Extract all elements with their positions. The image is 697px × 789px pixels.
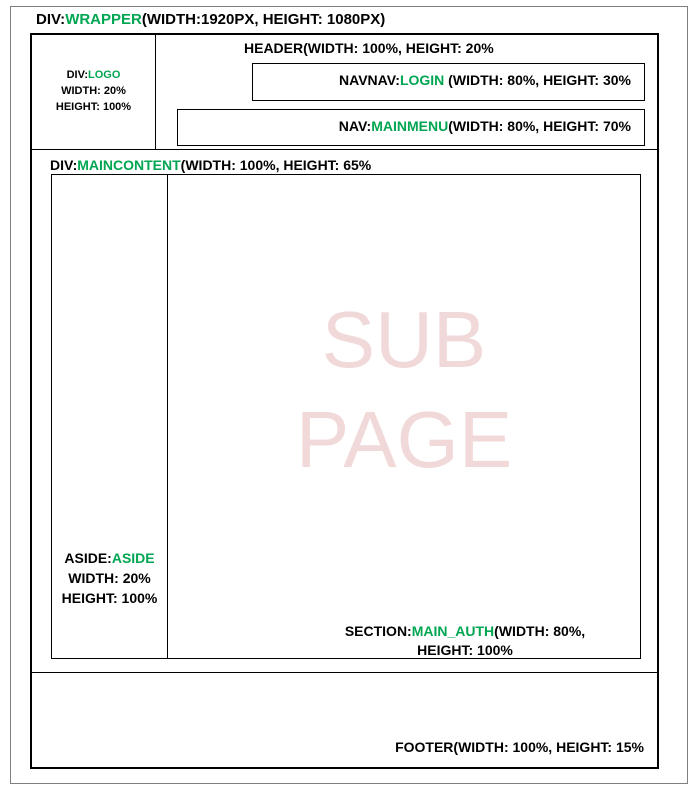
wrapper-prefix: DIV: [36, 11, 66, 28]
maincontent-keyword: MAINCONTENT [77, 157, 181, 173]
nav-login-suffix: (WIDTH: 80%, HEIGHT: 30% [444, 72, 631, 88]
nav-login-prefix: NAVNAV: [339, 72, 400, 88]
watermark-line-2: PAGE [295, 395, 513, 484]
aside-label [52, 548, 167, 608]
logo-width: WIDTH: 20% [61, 85, 126, 97]
aside-height: HEIGHT: 100% [61, 590, 158, 606]
wrapper-keyword: WRAPPER [65, 11, 142, 28]
maincontent-label [50, 157, 371, 173]
logo-height: HEIGHT: 100% [55, 101, 132, 113]
watermark-line-1: SUB [321, 295, 487, 384]
nav-login-keyword: LOGIN [399, 72, 445, 88]
sub-page-watermark [168, 290, 640, 490]
logo-keyword: LOGO [88, 69, 121, 81]
nav-mainmenu-suffix: (WIDTH: 80%, HEIGHT: 70% [448, 118, 631, 134]
logo-divider [155, 35, 156, 149]
maincontent-suffix: (WIDTH: 100%, HEIGHT: 65% [180, 157, 372, 173]
nav-mainmenu-prefix: NAV: [338, 118, 372, 134]
header-divider [32, 149, 657, 150]
wrapper-suffix: (WIDTH:1920PX, HEIGHT: 1080PX) [141, 11, 386, 28]
section-label [300, 622, 630, 660]
footer-label: FOOTER(WIDTH: 100%, HEIGHT: 15% [395, 739, 644, 755]
section-keyword: MAIN_AUTH [411, 623, 495, 639]
wrapper-title [36, 11, 385, 28]
aside-prefix: ASIDE: [64, 550, 112, 566]
footer-divider [32, 672, 657, 673]
nav-login-label [252, 72, 645, 88]
section-prefix: SECTION: [344, 623, 412, 639]
header-label: HEADER(WIDTH: 100%, HEIGHT: 20% [244, 40, 494, 56]
logo-label [32, 67, 155, 115]
aside-keyword: ASIDE [111, 550, 155, 566]
logo-prefix: DIV: [66, 69, 88, 81]
maincontent-prefix: DIV: [50, 157, 78, 173]
section-suffix: (WIDTH: 80%, [494, 623, 586, 639]
nav-mainmenu-label [177, 118, 645, 134]
section-height: HEIGHT: 100% [417, 642, 513, 658]
aside-width: WIDTH: 20% [68, 570, 151, 586]
nav-mainmenu-keyword: MAINMENU [371, 118, 449, 134]
